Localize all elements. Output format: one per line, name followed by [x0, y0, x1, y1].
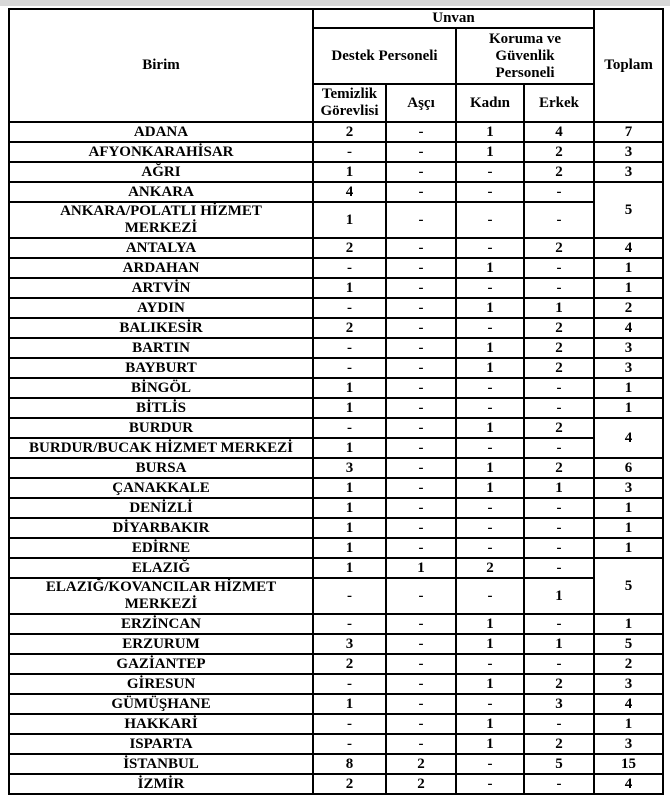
value-cell: 1: [313, 378, 386, 398]
value-cell: -: [386, 734, 456, 754]
header-row-1: [9, 9, 663, 28]
value-cell: -: [456, 278, 524, 298]
value-cell: -: [456, 754, 524, 774]
value-cell: 2: [524, 238, 594, 258]
value-cell: -: [386, 122, 456, 142]
value-cell: 2: [524, 318, 594, 338]
value-cell: -: [456, 182, 524, 202]
value-cell: 1: [456, 142, 524, 162]
value-cell: 2: [313, 774, 386, 794]
value-cell: -: [386, 654, 456, 674]
header-koruma-guvenlik-label: Koruma ve Güvenlik Personeli: [488, 30, 562, 81]
value-cell: -: [313, 418, 386, 438]
birim-cell: BAYBURT: [9, 358, 313, 378]
value-cell: 1: [313, 694, 386, 714]
value-cell: -: [386, 694, 456, 714]
value-cell: 1: [456, 634, 524, 654]
birim-cell: [9, 202, 313, 238]
total-cell: 1: [594, 258, 663, 278]
value-cell: -: [524, 714, 594, 734]
header-destek-personeli: Destek Personeli: [313, 28, 456, 84]
value-cell: -: [386, 674, 456, 694]
total-cell: 2: [594, 298, 663, 318]
value-cell: 2: [313, 654, 386, 674]
value-cell: -: [456, 518, 524, 538]
value-cell: -: [524, 538, 594, 558]
value-cell: -: [386, 278, 456, 298]
table-row: [9, 378, 663, 398]
personnel-table: [8, 8, 664, 795]
table-row: [9, 338, 663, 358]
table-row: [9, 122, 663, 142]
value-cell: -: [524, 498, 594, 518]
value-cell: 4: [313, 182, 386, 202]
value-cell: -: [524, 558, 594, 578]
value-cell: -: [456, 774, 524, 794]
birim-cell: BİNGÖL: [9, 378, 313, 398]
table-row: [9, 358, 663, 378]
table-row: [9, 478, 663, 498]
value-cell: -: [456, 578, 524, 614]
table-row: [9, 278, 663, 298]
value-cell: -: [524, 438, 594, 458]
total-cell: 3: [594, 478, 663, 498]
table-row: [9, 298, 663, 318]
birim-cell: HAKKARİ: [9, 714, 313, 734]
value-cell: -: [524, 654, 594, 674]
header-toplam: Toplam: [594, 9, 663, 122]
value-cell: -: [386, 458, 456, 478]
total-cell: 1: [594, 714, 663, 734]
birim-cell: İZMİR: [9, 774, 313, 794]
total-cell: 1: [594, 398, 663, 418]
value-cell: -: [456, 694, 524, 714]
value-cell: 2: [386, 774, 456, 794]
table-row: [9, 634, 663, 654]
value-cell: -: [313, 714, 386, 734]
value-cell: -: [386, 634, 456, 654]
value-cell: -: [386, 438, 456, 458]
value-cell: 1: [524, 298, 594, 318]
value-cell: 1: [456, 122, 524, 142]
value-cell: 2: [524, 162, 594, 182]
value-cell: -: [386, 418, 456, 438]
total-cell: 3: [594, 734, 663, 754]
value-cell: -: [386, 378, 456, 398]
table-body: [9, 122, 663, 794]
value-cell: -: [313, 358, 386, 378]
header-asci: Aşçı: [386, 84, 456, 122]
value-cell: -: [456, 238, 524, 258]
table-row: [9, 162, 663, 182]
total-cell: 5: [594, 182, 663, 238]
table-row: [9, 614, 663, 634]
value-cell: -: [313, 142, 386, 162]
table-row: [9, 538, 663, 558]
value-cell: 1: [456, 258, 524, 278]
value-cell: 1: [456, 418, 524, 438]
value-cell: -: [313, 614, 386, 634]
total-cell: 1: [594, 278, 663, 298]
value-cell: 1: [313, 498, 386, 518]
value-cell: 2: [313, 122, 386, 142]
birim-cell: GAZİANTEP: [9, 654, 313, 674]
value-cell: 1: [456, 714, 524, 734]
value-cell: 5: [524, 754, 594, 774]
value-cell: -: [386, 202, 456, 238]
value-cell: -: [313, 578, 386, 614]
value-cell: -: [313, 734, 386, 754]
value-cell: -: [386, 498, 456, 518]
total-cell: 6: [594, 458, 663, 478]
table-row: [9, 238, 663, 258]
birim-cell: BURDUR/BUCAK HİZMET MERKEZİ: [9, 438, 313, 458]
value-cell: -: [386, 258, 456, 278]
value-cell: 1: [313, 438, 386, 458]
value-cell: -: [456, 378, 524, 398]
value-cell: -: [456, 498, 524, 518]
value-cell: 2: [313, 238, 386, 258]
table-row: [9, 142, 663, 162]
total-cell: 3: [594, 162, 663, 182]
value-cell: 2: [386, 754, 456, 774]
value-cell: -: [386, 518, 456, 538]
total-cell: 3: [594, 338, 663, 358]
value-cell: 2: [524, 338, 594, 358]
header-temizlik-gorevlisi: Temizlik Görevlisi: [313, 84, 386, 122]
value-cell: -: [386, 338, 456, 358]
total-cell: 3: [594, 142, 663, 162]
table-row: [9, 498, 663, 518]
birim-cell: AYDIN: [9, 298, 313, 318]
table-row: [9, 734, 663, 754]
total-cell: 1: [594, 518, 663, 538]
value-cell: -: [456, 162, 524, 182]
total-cell: 3: [594, 358, 663, 378]
value-cell: 1: [313, 278, 386, 298]
birim-cell: DENİZLİ: [9, 498, 313, 518]
table-row: [9, 578, 663, 614]
value-cell: 3: [524, 694, 594, 714]
birim-cell: ELAZIĞ: [9, 558, 313, 578]
value-cell: -: [524, 398, 594, 418]
total-cell: 4: [594, 238, 663, 258]
birim-cell: ISPARTA: [9, 734, 313, 754]
table-row: [9, 458, 663, 478]
value-cell: -: [386, 318, 456, 338]
value-cell: 2: [524, 142, 594, 162]
birim-cell: ANKARA: [9, 182, 313, 202]
total-cell: 5: [594, 558, 663, 614]
birim-cell: İSTANBUL: [9, 754, 313, 774]
table-row: [9, 754, 663, 774]
header-koruma-guvenlik: [456, 28, 594, 84]
table-row: [9, 202, 663, 238]
birim-cell: DİYARBAKIR: [9, 518, 313, 538]
value-cell: -: [386, 142, 456, 162]
value-cell: -: [456, 438, 524, 458]
birim-cell: GİRESUN: [9, 674, 313, 694]
birim-cell: EDİRNE: [9, 538, 313, 558]
birim-cell: AĞRI: [9, 162, 313, 182]
table-row: [9, 182, 663, 202]
table-row: [9, 774, 663, 794]
total-cell: 1: [594, 498, 663, 518]
total-cell: 2: [594, 654, 663, 674]
value-cell: -: [386, 478, 456, 498]
value-cell: 2: [524, 458, 594, 478]
birim-cell: ARTVİN: [9, 278, 313, 298]
value-cell: 1: [456, 358, 524, 378]
birim-cell: BALIKESİR: [9, 318, 313, 338]
birim-cell: BURSA: [9, 458, 313, 478]
birim-cell: ADANA: [9, 122, 313, 142]
value-cell: -: [386, 578, 456, 614]
birim-cell: ERZİNCAN: [9, 614, 313, 634]
table-row: [9, 318, 663, 338]
total-cell: 4: [594, 694, 663, 714]
value-cell: 4: [524, 122, 594, 142]
table-row: [9, 694, 663, 714]
value-cell: 1: [456, 478, 524, 498]
total-cell: 1: [594, 538, 663, 558]
birim-cell: ARDAHAN: [9, 258, 313, 278]
value-cell: -: [456, 202, 524, 238]
birim-label: ANKARA/POLATLI HİZMET MERKEZİ: [60, 203, 262, 236]
value-cell: 1: [456, 674, 524, 694]
birim-label: ELAZIĞ/KOVANCILAR HİZMET MERKEZİ: [45, 579, 277, 612]
value-cell: -: [386, 358, 456, 378]
value-cell: 3: [313, 634, 386, 654]
value-cell: -: [456, 318, 524, 338]
birim-cell: GÜMÜŞHANE: [9, 694, 313, 714]
total-cell: 1: [594, 614, 663, 634]
header-birim: Birim: [9, 9, 313, 122]
value-cell: -: [313, 298, 386, 318]
value-cell: -: [386, 238, 456, 258]
value-cell: -: [313, 674, 386, 694]
birim-cell: AFYONKARAHİSAR: [9, 142, 313, 162]
total-cell: 4: [594, 318, 663, 338]
birim-cell: ANTALYA: [9, 238, 313, 258]
value-cell: 2: [524, 734, 594, 754]
value-cell: 1: [313, 398, 386, 418]
value-cell: -: [456, 654, 524, 674]
value-cell: -: [386, 162, 456, 182]
value-cell: -: [386, 538, 456, 558]
table-row: [9, 398, 663, 418]
header-erkek: Erkek: [524, 84, 594, 122]
value-cell: 1: [524, 578, 594, 614]
value-cell: -: [386, 614, 456, 634]
value-cell: -: [524, 258, 594, 278]
value-cell: 1: [313, 478, 386, 498]
total-cell: 7: [594, 122, 663, 142]
table-row: [9, 418, 663, 438]
value-cell: -: [524, 278, 594, 298]
value-cell: 2: [456, 558, 524, 578]
table-row: [9, 518, 663, 538]
value-cell: 1: [524, 478, 594, 498]
birim-cell: BURDUR: [9, 418, 313, 438]
total-cell: 4: [594, 418, 663, 458]
value-cell: -: [524, 182, 594, 202]
birim-cell: ÇANAKKALE: [9, 478, 313, 498]
value-cell: 2: [524, 674, 594, 694]
value-cell: 1: [456, 458, 524, 478]
value-cell: -: [456, 398, 524, 418]
birim-cell: ERZURUM: [9, 634, 313, 654]
value-cell: -: [524, 202, 594, 238]
value-cell: -: [386, 398, 456, 418]
value-cell: 1: [524, 634, 594, 654]
table-row: [9, 258, 663, 278]
top-scroll-strip: [0, 0, 670, 6]
value-cell: -: [386, 714, 456, 734]
table-row: [9, 438, 663, 458]
total-cell: 1: [594, 378, 663, 398]
value-cell: 2: [313, 318, 386, 338]
value-cell: 2: [524, 358, 594, 378]
value-cell: 1: [456, 298, 524, 318]
value-cell: -: [524, 518, 594, 538]
value-cell: 2: [524, 418, 594, 438]
value-cell: 1: [456, 338, 524, 358]
value-cell: 1: [313, 518, 386, 538]
value-cell: -: [386, 182, 456, 202]
header-kadin: Kadın: [456, 84, 524, 122]
total-cell: 5: [594, 634, 663, 654]
header-unvan: Unvan: [313, 9, 594, 28]
birim-cell: BARTIN: [9, 338, 313, 358]
value-cell: 8: [313, 754, 386, 774]
value-cell: -: [386, 298, 456, 318]
table-row: [9, 654, 663, 674]
value-cell: -: [313, 338, 386, 358]
total-cell: 3: [594, 674, 663, 694]
value-cell: 1: [313, 162, 386, 182]
value-cell: -: [524, 774, 594, 794]
value-cell: -: [313, 258, 386, 278]
value-cell: 3: [313, 458, 386, 478]
value-cell: 1: [456, 614, 524, 634]
value-cell: 1: [313, 538, 386, 558]
value-cell: -: [524, 378, 594, 398]
total-cell: 4: [594, 774, 663, 794]
value-cell: 1: [386, 558, 456, 578]
value-cell: -: [456, 538, 524, 558]
value-cell: 1: [456, 734, 524, 754]
birim-cell: [9, 578, 313, 614]
value-cell: -: [524, 614, 594, 634]
table-row: [9, 674, 663, 694]
birim-cell: BİTLİS: [9, 398, 313, 418]
table-row: [9, 714, 663, 734]
total-cell: 15: [594, 754, 663, 774]
value-cell: 1: [313, 558, 386, 578]
table-row: [9, 558, 663, 578]
value-cell: 1: [313, 202, 386, 238]
